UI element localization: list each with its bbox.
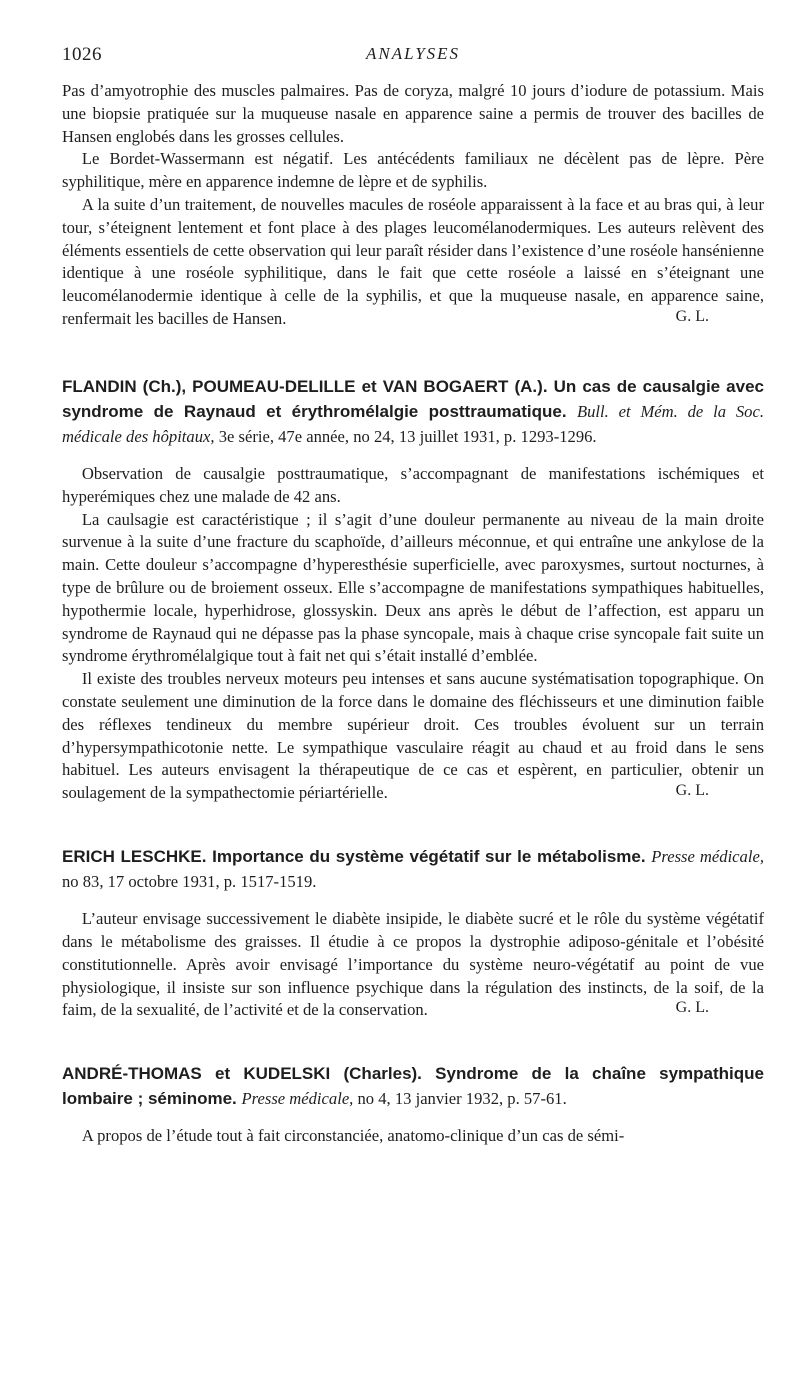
abstract-entry (62, 374, 765, 803)
signature: G. L. (675, 307, 709, 325)
entry-heading (62, 374, 764, 449)
entry-authors: ANDRÉ-THOMAS et KUDELSKI (Charles). (62, 1064, 422, 1084)
paragraph: La caulsagie est caractéristique ; il s’agit d’une douleur permanente au niveau de la main droite survenue à la suite d’une fracture du scaphoïde, d’ailleurs méconnue, et qui entraîne une ankylose de la main. Cette douleur s’accompagne d’hyperesthésie superficielle, avec paroxysmes, surtout nocturnes, à type de brûlure ou de broiement osseux. Elle s’accompagne de manifestations sympathiques habituelles, hypothermie locale, hyperhidrose, glossyskin. Deux ans après le début de l’affection, est apparu un syndrome de Raynaud qui ne dépasse pas la phase syncopale, mais à chaque crise syncopale fait suite un syndrome érythromélalgique tout à fait net qui s’était installé d’emblée. (62, 509, 764, 666)
paragraph: Il existe des troubles nerveux moteurs peu intenses et sans aucune systématisation topographique. On constate seulement une diminution de la force dans le domaine des fléchisseurs et une diminution faible des réflexes tendineux du membre supérieur droit. Ces troubles évoluent sur un terrain d’hypersympathicotonie nette. Le sympathique vasculaire réagit au chaud et au froid dans le sens habituel. Les auteurs envisagent la thérapeutique de ce cas et espèrent, en particulier, obtenir un soulagement de la sympathectomie périartérielle. (62, 669, 764, 803)
entry-authors: FLANDIN (Ch.), POUMEAU-DELILLE et VAN BOGAERT (A.). (62, 376, 548, 396)
intro-abstract (62, 80, 764, 326)
entry-reference: 3e série, 47e année, no 24, 13 juillet 1931, p. 1293-1296. (218, 426, 597, 446)
entry-title: Syndrome de la chaîne sympathique lombaire ; séminome. (62, 1064, 764, 1109)
abstract-entry (62, 1061, 764, 1148)
paragraph: Pas d’amyotrophie des muscles palmaires. Pas de coryza, malgré 10 jours d’iodure de potassium. Mais une biopsie pratiquée sur la muqueuse nasale en apparence saine a permis de trouver des bacilles de Hansen englobés dans les grosses cellules. (62, 81, 764, 146)
entry-title: Un cas de causalgie avec syndrome de Raynaud et érythromélalgie posttraumatique. (62, 376, 765, 421)
entry-journal: Bull. et Mém. de la Soc. médicale des hôpitaux, (62, 401, 764, 446)
signature: G. L. (675, 782, 709, 800)
entry-journal: Presse médicale, (241, 1089, 354, 1109)
entry-title: Importance du système végétatif sur le métabolisme. (212, 847, 646, 867)
signature: G. L. (675, 999, 709, 1017)
paragraph: A la suite d’un traitement, de nouvelles macules de roséole apparaissent à la face et au bras qui, à leur tour, s’éteignent lentement et font place à des plages leucomélanodermiques. Les auteurs relèvent des éléments essentiels de cette observation qui leur paraît résider dans l’existence d’une roséole hansénienne identique à une roséole syphilitique, dans le fait que cette roséole a laissé en s’éteignant une leucomélanodermie identique à celle de la syphilis, et que la muqueuse nasale, en apparence saine, renfermait les bacilles de Hansen. (62, 194, 764, 328)
entry-heading (62, 1061, 764, 1111)
paragraph: Observation de causalgie posttraumatique, s’accompagnant de manifestations ischémiques et hyperémiques chez une malade de 42 ans. (62, 463, 764, 506)
running-title: ANALYSES (365, 44, 461, 63)
paragraph: A propos de l’étude tout à fait circonstanciée, anatomo-clinique d’un cas de sémi- (81, 1126, 625, 1146)
entry-reference: no 83, 17 octobre 1931, p. 1517-1519. (62, 872, 317, 892)
entry-reference: no 4, 13 janvier 1932, p. 57-61. (357, 1089, 567, 1109)
abstract-entry (62, 844, 764, 1020)
entry-journal: Presse médicale, (651, 847, 764, 867)
entry-heading (62, 844, 764, 894)
entry-authors: ERICH LESCHKE. (62, 847, 207, 867)
page-number: 1026 (62, 44, 102, 65)
page-header (62, 0, 764, 80)
paragraph: L’auteur envisage successivement le diabète insipide, le diabète sucré et le rôle du système végétatif dans le métabolisme des graisses. Il étudie à ce propos la dystrophie adiposo-génitale et l’obésité constitutionnelle. Après avoir envisagé l’importance du système neuro-végétatif au point de vue physiologique, il insiste sur son influence psychique dans la régulation des instincts, de la soif, de la faim, de la sexualité, de l’activité et de la conservation. (62, 909, 764, 1020)
paragraph: Le Bordet-Wassermann est négatif. Les antécédents familiaux ne décèlent pas de lèpre. Père syphilitique, mère en apparence indemne de lèpre et de syphilis. (62, 149, 764, 192)
journal-page (62, 0, 764, 1148)
